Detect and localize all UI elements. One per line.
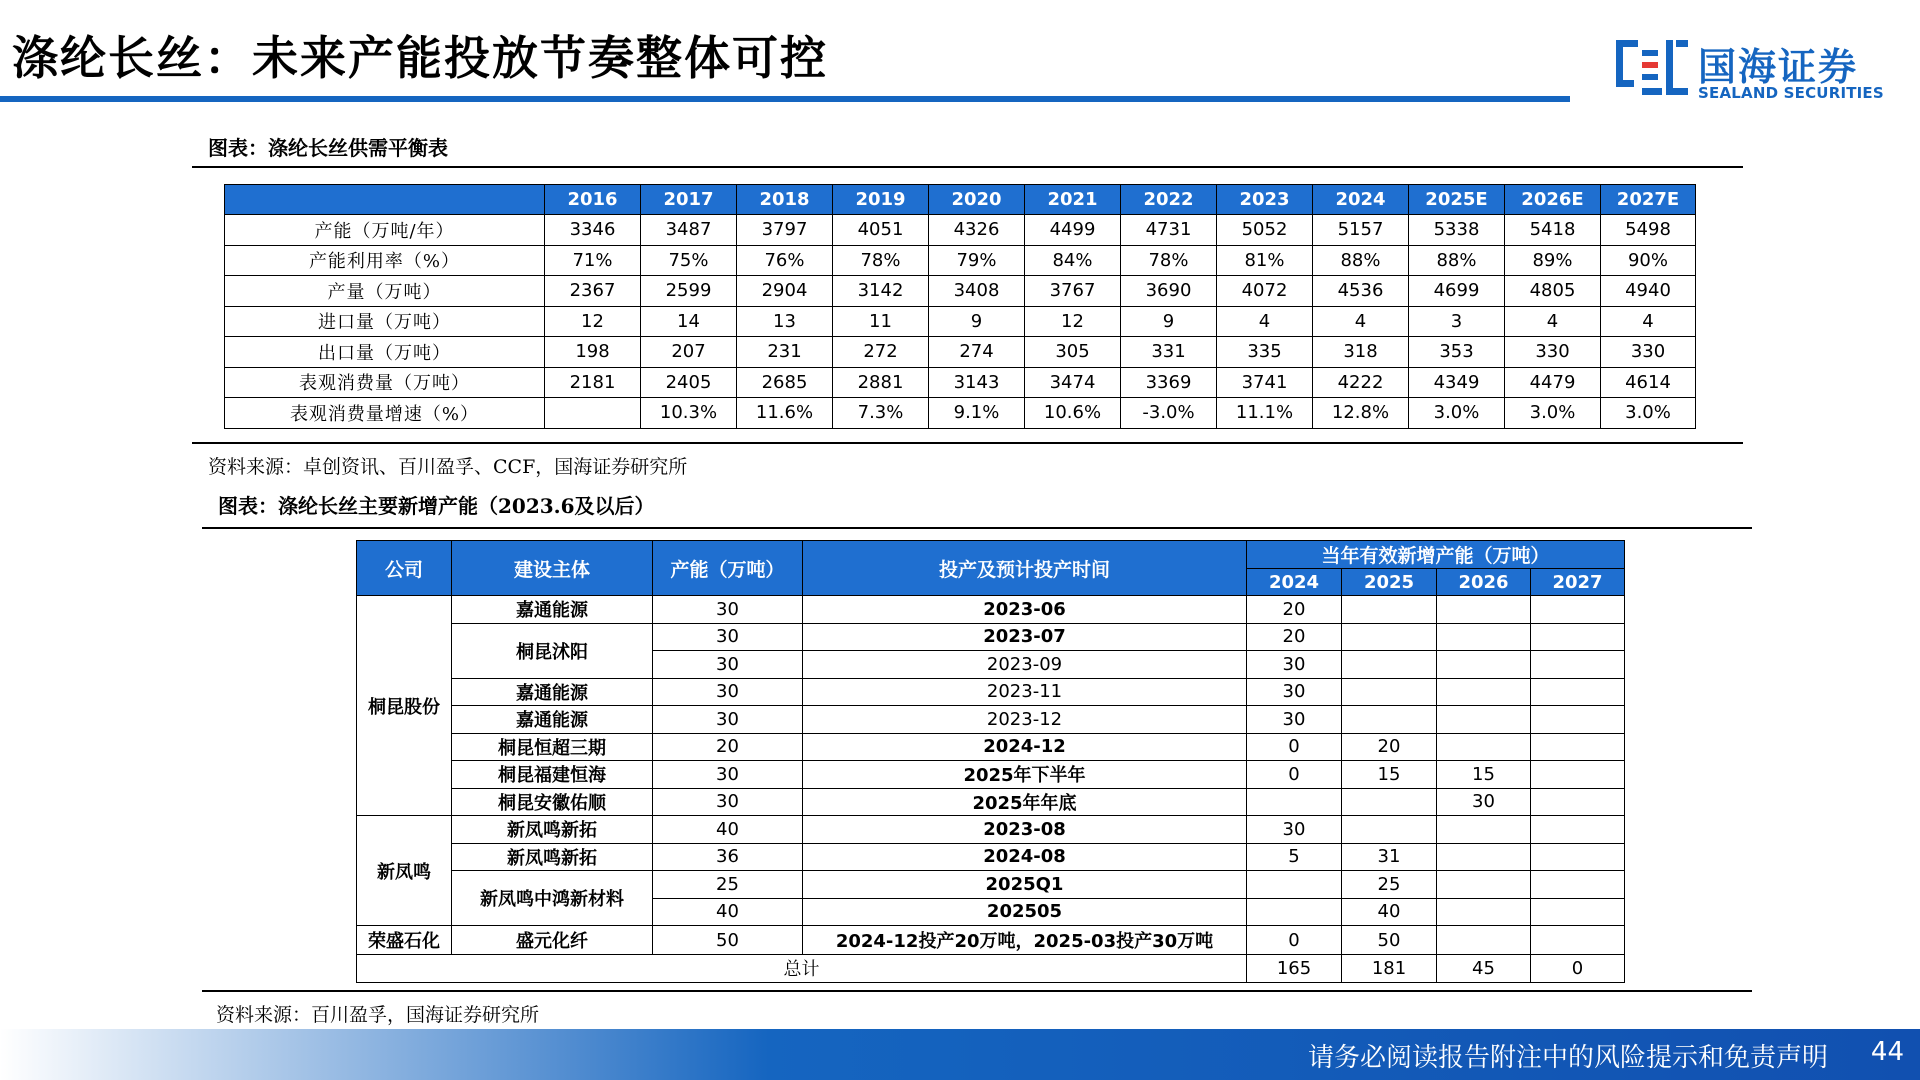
- value-cell: 5498: [1601, 215, 1696, 246]
- value-cell: 2881: [833, 367, 929, 398]
- column-header: 2023: [1217, 185, 1313, 215]
- company-logo: [1612, 34, 1882, 104]
- year-value-cell: [1437, 871, 1531, 899]
- value-cell: 274: [929, 337, 1025, 368]
- total-value-cell: 0: [1531, 955, 1625, 983]
- value-cell: 305: [1025, 337, 1121, 368]
- value-cell: 3.0%: [1409, 398, 1505, 429]
- column-header: 2021: [1025, 185, 1121, 215]
- table-header-row: [225, 185, 1696, 215]
- year-value-cell: 31: [1342, 843, 1437, 871]
- value-cell: 3142: [833, 276, 929, 307]
- value-cell: 3474: [1025, 367, 1121, 398]
- value-cell: 4536: [1313, 276, 1409, 307]
- value-cell: 78%: [833, 245, 929, 276]
- schedule-cell: 2023-09: [803, 651, 1247, 679]
- year-value-cell: 0: [1247, 761, 1342, 789]
- year-value-cell: [1437, 816, 1531, 844]
- year-value-cell: [1531, 623, 1625, 651]
- year-value-cell: [1531, 678, 1625, 706]
- sealand-logo-icon: [1612, 36, 1692, 102]
- capacity-cell: 50: [653, 926, 803, 955]
- value-cell: 318: [1313, 337, 1409, 368]
- schedule-cell: 2024-08: [803, 843, 1247, 871]
- value-cell: 207: [641, 337, 737, 368]
- value-cell: 79%: [929, 245, 1025, 276]
- entity-cell: 嘉通能源: [452, 706, 653, 734]
- value-cell: 90%: [1601, 245, 1696, 276]
- year-value-cell: [1342, 788, 1437, 816]
- disclaimer-text: 请务必阅读报告附注中的风险提示和免责声明: [1307, 1043, 1828, 1073]
- entity-cell: 嘉通能源: [452, 596, 653, 624]
- schedule-cell: 2025年年底: [803, 788, 1247, 816]
- year-value-cell: [1437, 706, 1531, 734]
- entity-header: 建设主体: [452, 541, 653, 596]
- logo-chinese-name: 国海证券: [1698, 45, 1859, 89]
- value-cell: 11.1%: [1217, 398, 1313, 429]
- schedule-cell: 2025Q1: [803, 871, 1247, 899]
- value-cell: 9: [1121, 306, 1217, 337]
- value-cell: 3797: [737, 215, 833, 246]
- value-cell: 3.0%: [1601, 398, 1696, 429]
- company-cell: 新凤鸣: [357, 816, 452, 926]
- value-cell: 7.3%: [833, 398, 929, 429]
- year-value-cell: [1342, 816, 1437, 844]
- value-cell: 11: [833, 306, 929, 337]
- value-cell: 12: [545, 306, 641, 337]
- value-cell: 76%: [737, 245, 833, 276]
- value-cell: 10.6%: [1025, 398, 1121, 429]
- year-value-cell: 30: [1247, 651, 1342, 679]
- column-header: 2022: [1121, 185, 1217, 215]
- year-value-cell: 15: [1342, 761, 1437, 789]
- page-title: 涤纶长丝：未来产能投放节奏整体可控: [12, 31, 828, 85]
- table-row: [225, 215, 1696, 246]
- year-value-cell: 5: [1247, 843, 1342, 871]
- year-value-cell: 30: [1247, 816, 1342, 844]
- column-header: 2017: [641, 185, 737, 215]
- supply-demand-caption: 图表：涤纶长丝供需平衡表: [208, 136, 448, 160]
- value-cell: 4499: [1025, 215, 1121, 246]
- value-cell: 4: [1505, 306, 1601, 337]
- capacity-cell: 30: [653, 678, 803, 706]
- year-value-cell: [1437, 678, 1531, 706]
- value-cell: 75%: [641, 245, 737, 276]
- year-value-cell: [1342, 623, 1437, 651]
- value-cell: 3767: [1025, 276, 1121, 307]
- column-header: 2016: [545, 185, 641, 215]
- total-row: [357, 955, 1625, 983]
- year-value-cell: [1342, 706, 1437, 734]
- value-cell: 330: [1601, 337, 1696, 368]
- year-value-cell: [1531, 926, 1625, 955]
- entity-cell: 新凤鸣中鸿新材料: [452, 871, 653, 926]
- capacity-cell: 36: [653, 843, 803, 871]
- entity-cell: 桐昆恒超三期: [452, 733, 653, 761]
- table-row: [357, 788, 1625, 816]
- entity-cell: 桐昆安徽佑顺: [452, 788, 653, 816]
- row-label: 表观消费量增速（%）: [225, 398, 545, 429]
- total-label: 总计: [357, 955, 1247, 983]
- value-cell: 10.3%: [641, 398, 737, 429]
- new-capacity-caption: 图表：涤纶长丝主要新增产能（2023.6及以后）: [218, 494, 655, 518]
- value-cell: 2685: [737, 367, 833, 398]
- value-cell: 12.8%: [1313, 398, 1409, 429]
- value-cell: 4349: [1409, 367, 1505, 398]
- table-row: [225, 245, 1696, 276]
- column-header: 2024: [1313, 185, 1409, 215]
- year-value-cell: [1247, 788, 1342, 816]
- capacity-cell: 30: [653, 706, 803, 734]
- schedule-cell: 2024-12投产20万吨，2025-03投产30万吨: [803, 926, 1247, 955]
- capacity-header: 产能（万吨）: [653, 541, 803, 596]
- row-label: 产能（万吨/年）: [225, 215, 545, 246]
- value-cell: 3408: [929, 276, 1025, 307]
- value-cell: 3487: [641, 215, 737, 246]
- schedule-cell: 2023-08: [803, 816, 1247, 844]
- schedule-cell: 202505: [803, 898, 1247, 926]
- table-row: [357, 871, 1625, 899]
- value-cell: 4: [1217, 306, 1313, 337]
- year-value-cell: 40: [1342, 898, 1437, 926]
- value-cell: [545, 398, 641, 429]
- year-value-cell: [1531, 898, 1625, 926]
- value-cell: 4614: [1601, 367, 1696, 398]
- company-cell: 桐昆股份: [357, 596, 452, 816]
- year-value-cell: 20: [1342, 733, 1437, 761]
- year-value-cell: [1531, 843, 1625, 871]
- value-cell: 4731: [1121, 215, 1217, 246]
- row-label: 出口量（万吨）: [225, 337, 545, 368]
- year-value-cell: [1342, 596, 1437, 624]
- year-header: 2024: [1247, 569, 1342, 596]
- year-header: 2027: [1531, 569, 1625, 596]
- value-cell: 2599: [641, 276, 737, 307]
- year-value-cell: [1247, 871, 1342, 899]
- value-cell: 335: [1217, 337, 1313, 368]
- entity-cell: 新凤鸣新拓: [452, 816, 653, 844]
- entity-cell: 新凤鸣新拓: [452, 843, 653, 871]
- entity-cell: 盛元化纤: [452, 926, 653, 955]
- capacity-cell: 25: [653, 871, 803, 899]
- year-value-cell: 20: [1247, 596, 1342, 624]
- value-cell: 9: [929, 306, 1025, 337]
- value-cell: 231: [737, 337, 833, 368]
- company-cell: 荣盛石化: [357, 926, 452, 955]
- year-value-cell: 30: [1247, 678, 1342, 706]
- table-row: [225, 276, 1696, 307]
- schedule-cell: 2023-12: [803, 706, 1247, 734]
- row-label: 进口量（万吨）: [225, 306, 545, 337]
- column-header: 2020: [929, 185, 1025, 215]
- value-cell: 4326: [929, 215, 1025, 246]
- value-cell: 71%: [545, 245, 641, 276]
- value-cell: 3.0%: [1505, 398, 1601, 429]
- year-value-cell: 0: [1247, 733, 1342, 761]
- year-value-cell: [1531, 733, 1625, 761]
- year-value-cell: 15: [1437, 761, 1531, 789]
- entity-cell: 桐昆福建恒海: [452, 761, 653, 789]
- table-bottom-rule: [202, 990, 1752, 992]
- column-header: 2019: [833, 185, 929, 215]
- table-row: [357, 706, 1625, 734]
- table-row: [357, 761, 1625, 789]
- source-note: 资料来源：百川盈孚，国海证券研究所: [216, 1004, 540, 1026]
- value-cell: 11.6%: [737, 398, 833, 429]
- value-cell: 84%: [1025, 245, 1121, 276]
- capacity-cell: 30: [653, 596, 803, 624]
- table-row: [357, 843, 1625, 871]
- entity-cell: 嘉通能源: [452, 678, 653, 706]
- caption-rule: [202, 527, 1752, 529]
- value-cell: 3: [1409, 306, 1505, 337]
- column-header: [225, 185, 545, 215]
- row-label: 产量（万吨）: [225, 276, 545, 307]
- value-cell: 272: [833, 337, 929, 368]
- entity-cell: 桐昆沭阳: [452, 623, 653, 678]
- schedule-cell: 2023-06: [803, 596, 1247, 624]
- value-cell: 81%: [1217, 245, 1313, 276]
- table-header-row: [357, 541, 1625, 569]
- value-cell: 331: [1121, 337, 1217, 368]
- year-value-cell: 20: [1247, 623, 1342, 651]
- value-cell: 330: [1505, 337, 1601, 368]
- year-value-cell: [1437, 596, 1531, 624]
- value-cell: 78%: [1121, 245, 1217, 276]
- schedule-cell: 2023-11: [803, 678, 1247, 706]
- total-value-cell: 45: [1437, 955, 1531, 983]
- capacity-cell: 30: [653, 651, 803, 679]
- value-cell: 9.1%: [929, 398, 1025, 429]
- annual-capacity-group-header: 当年有效新增产能（万吨）: [1247, 541, 1625, 569]
- value-cell: 5338: [1409, 215, 1505, 246]
- year-value-cell: [1531, 761, 1625, 789]
- value-cell: 4805: [1505, 276, 1601, 307]
- table-row: [357, 733, 1625, 761]
- table-row: [225, 306, 1696, 337]
- row-label: 表观消费量（万吨）: [225, 367, 545, 398]
- schedule-cell: 2025年下半年: [803, 761, 1247, 789]
- year-value-cell: [1437, 843, 1531, 871]
- total-value-cell: 181: [1342, 955, 1437, 983]
- capacity-cell: 40: [653, 898, 803, 926]
- year-value-cell: 50: [1342, 926, 1437, 955]
- value-cell: 4479: [1505, 367, 1601, 398]
- year-value-cell: [1342, 651, 1437, 679]
- schedule-cell: 2024-12: [803, 733, 1247, 761]
- value-cell: 4: [1601, 306, 1696, 337]
- value-cell: 2904: [737, 276, 833, 307]
- table-row: [225, 367, 1696, 398]
- value-cell: 353: [1409, 337, 1505, 368]
- value-cell: 4: [1313, 306, 1409, 337]
- year-value-cell: [1531, 871, 1625, 899]
- value-cell: 12: [1025, 306, 1121, 337]
- year-header: 2025: [1342, 569, 1437, 596]
- column-header: 2027E: [1601, 185, 1696, 215]
- schedule-header: 投产及预计投产时间: [803, 541, 1247, 596]
- supply-demand-table: [224, 184, 1696, 429]
- value-cell: 2181: [545, 367, 641, 398]
- year-value-cell: 25: [1342, 871, 1437, 899]
- value-cell: 2405: [641, 367, 737, 398]
- value-cell: 89%: [1505, 245, 1601, 276]
- value-cell: 3346: [545, 215, 641, 246]
- value-cell: 4051: [833, 215, 929, 246]
- year-value-cell: [1437, 898, 1531, 926]
- caption-rule: [192, 166, 1743, 168]
- year-value-cell: 30: [1437, 788, 1531, 816]
- table-row: [225, 337, 1696, 368]
- source-note: 资料来源：卓创资讯、百川盈孚、CCF，国海证券研究所: [208, 456, 688, 478]
- value-cell: 198: [545, 337, 641, 368]
- year-value-cell: [1437, 733, 1531, 761]
- table-row: [357, 596, 1625, 624]
- column-header: 2026E: [1505, 185, 1601, 215]
- year-value-cell: [1437, 926, 1531, 955]
- column-header: 2025E: [1409, 185, 1505, 215]
- table-row: [225, 398, 1696, 429]
- value-cell: 2367: [545, 276, 641, 307]
- value-cell: 3741: [1217, 367, 1313, 398]
- year-value-cell: 0: [1247, 926, 1342, 955]
- value-cell: 4699: [1409, 276, 1505, 307]
- capacity-cell: 40: [653, 816, 803, 844]
- capacity-cell: 30: [653, 623, 803, 651]
- title-divider: [0, 96, 1570, 102]
- column-header: 2018: [737, 185, 833, 215]
- year-header: 2026: [1437, 569, 1531, 596]
- schedule-cell: 2023-07: [803, 623, 1247, 651]
- logo-english-name: SEALAND SECURITIES: [1698, 84, 1884, 102]
- value-cell: 88%: [1409, 245, 1505, 276]
- company-header: 公司: [357, 541, 452, 596]
- capacity-cell: 30: [653, 788, 803, 816]
- value-cell: 88%: [1313, 245, 1409, 276]
- year-value-cell: [1437, 651, 1531, 679]
- table-row: [357, 926, 1625, 955]
- year-value-cell: [1342, 678, 1437, 706]
- table-row: [357, 816, 1625, 844]
- value-cell: 13: [737, 306, 833, 337]
- year-value-cell: [1531, 816, 1625, 844]
- value-cell: 3369: [1121, 367, 1217, 398]
- year-value-cell: [1531, 596, 1625, 624]
- value-cell: 5157: [1313, 215, 1409, 246]
- table-row: [357, 678, 1625, 706]
- page-number: 44: [1870, 1037, 1904, 1067]
- year-value-cell: [1531, 706, 1625, 734]
- row-label: 产能利用率（%）: [225, 245, 545, 276]
- new-capacity-table: [356, 540, 1625, 983]
- value-cell: 14: [641, 306, 737, 337]
- year-value-cell: [1437, 623, 1531, 651]
- table-bottom-rule: [192, 442, 1743, 444]
- value-cell: 3143: [929, 367, 1025, 398]
- year-value-cell: 30: [1247, 706, 1342, 734]
- table-row: [357, 623, 1625, 651]
- total-value-cell: 165: [1247, 955, 1342, 983]
- year-value-cell: [1247, 898, 1342, 926]
- year-value-cell: [1531, 788, 1625, 816]
- capacity-cell: 30: [653, 761, 803, 789]
- value-cell: 5052: [1217, 215, 1313, 246]
- capacity-cell: 20: [653, 733, 803, 761]
- value-cell: 5418: [1505, 215, 1601, 246]
- value-cell: 4072: [1217, 276, 1313, 307]
- value-cell: 4940: [1601, 276, 1696, 307]
- value-cell: 3690: [1121, 276, 1217, 307]
- value-cell: -3.0%: [1121, 398, 1217, 429]
- value-cell: 4222: [1313, 367, 1409, 398]
- year-value-cell: [1531, 651, 1625, 679]
